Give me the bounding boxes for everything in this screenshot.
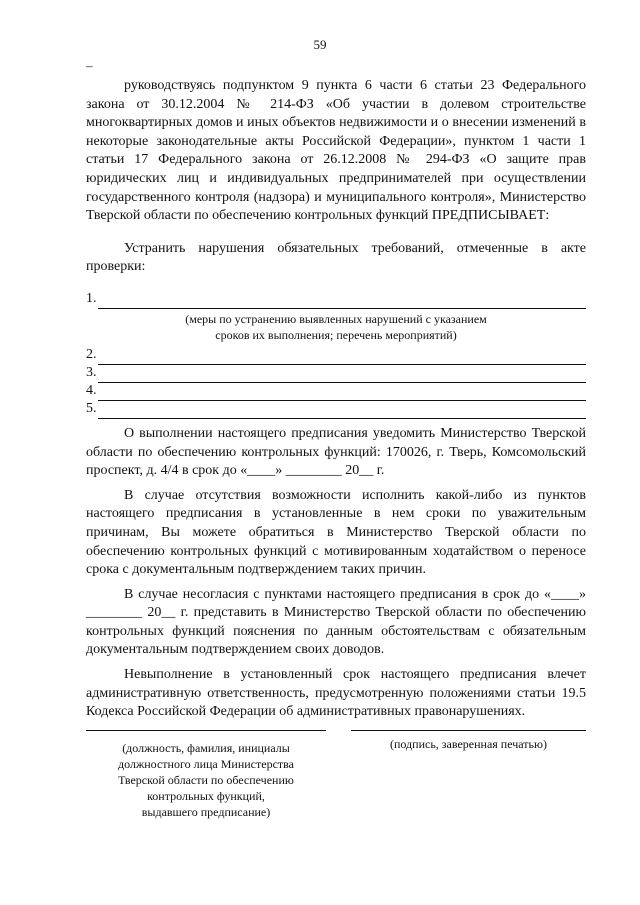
measure-line-4: [86, 383, 586, 401]
measure-line-1: [86, 291, 586, 309]
measure-number: 3.: [86, 365, 97, 381]
caption-line: сроков их выполнения; перечень мероприятий): [215, 327, 457, 342]
official-caption-line: Тверской области по обеспечению: [118, 773, 294, 787]
paragraph-disagreement: В случае несогласия с пунктами настоящего предписания в срок до «____» ________ 20__ г. представить в Министерство Тверской области по обеспечению контрольных функций пояснения по данным обстоятельствам с обязательным документальным подтверждением своих доводов.: [86, 586, 586, 658]
top-mark: –: [86, 58, 93, 73]
official-caption-line: (должность, фамилия, инициалы: [122, 741, 290, 755]
signature-caption: (подпись, заверенная печатью): [389, 737, 547, 751]
caption-line: (меры по устранению выявленных нарушений с указанием: [185, 311, 487, 326]
measure-number: 4.: [86, 383, 97, 399]
signature-block: [86, 730, 586, 840]
official-caption-line: контрольных функций,: [147, 789, 265, 803]
measure-number: 1.: [86, 291, 97, 307]
paragraph-legal-basis: руководствуясь подпунктом 9 пункта 6 части 6 статьи 23 Федерального закона от 30.12.2004 № 214-ФЗ «Об участии в долевом строительстве многоквартирных домов и иных объектов недвижимости и о внесении изменений в некоторые законодательные акты Российской Федерации», пунктом 1 части 1 статьи 17 Федерального закона от 26.12.2008 № 294-ФЗ «О защите прав юридических лиц и индивидуальных предпринимателей при осуществлении государственного контроля (надзора) и муниципального контроля», Министерство Тверской области по обеспечению контрольных функций ПРЕДПИСЫВАЕТ:: [86, 78, 586, 224]
paragraph-liability: Невыполнение в установленный срок настоящего предписания влечет административную ответственность, предусмотренную положениями статьи 19.5 Кодекса Российской Федерации об административных правонарушениях.: [86, 667, 586, 720]
paragraph-eliminate-violations: Устранить нарушения обязательных требований, отмеченные в акте проверки:: [86, 240, 586, 275]
paragraph-extension: В случае отсутствия возможности исполнить какой-либо из пунктов настоящего предписания в установленные в нем сроки по уважительным причинам, Вы можете обратиться в Министерство Тверской области по обеспечению контрольных функций с мотивированным ходатайством о переносе срока с документальным подтверждением таких причин.: [86, 487, 586, 578]
document-body: [86, 77, 586, 722]
measure-number: 2.: [86, 347, 97, 363]
measure-line-2: [86, 347, 586, 365]
official-caption-line: выдавшего предписание): [141, 805, 271, 819]
page-number: 59: [313, 37, 327, 52]
paragraph-notify: О выполнении настоящего предписания уведомить Министерство Тверской области по обеспечению контрольных функций: 170026, г. Тверь, Комсомольский проспект, д. 4/4 в срок до «____» ________ 20__ г.: [86, 425, 586, 479]
official-caption-line: должностного лица Министерства: [118, 757, 294, 771]
seal-signature-line: [351, 730, 586, 731]
official-caption: [86, 740, 326, 820]
measure-number: 5.: [86, 401, 97, 417]
official-signature-line: [86, 730, 326, 731]
measure-line-3: [86, 365, 586, 383]
measure-line-5: [86, 401, 586, 419]
measures-caption: [86, 311, 586, 343]
